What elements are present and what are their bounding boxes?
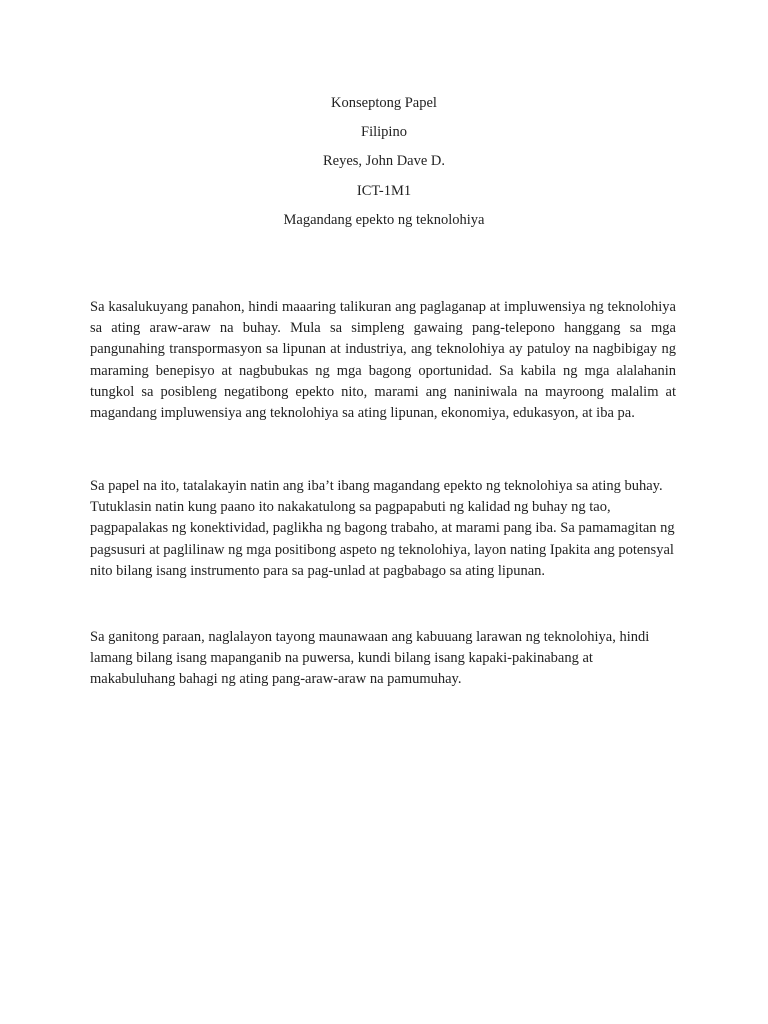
topic-line: Magandang epekto ng teknolohiya <box>283 211 485 228</box>
paragraph-conclusion: Sa ganitong paraan, naglalayon tayong maunawaan ang kabuuang larawan ng teknolohiya, hindi lamang bilang isang mapanganib na puwersa, kundi bilang isang kapaki-pakinabang at makabuluhang bahagi ng ating pang-araw-araw na pamumuhay. <box>90 629 650 688</box>
document-title: Konseptong Papel <box>331 95 437 111</box>
document-header <box>0 93 768 239</box>
paragraph-intro: Sa kasalukuyang panahon, hindi maaaring talikuran ang paglaganap at impluwensiya ng teknolohiya sa ating araw-araw na buhay. Mula sa simpleng gawaing pang-telepono hanggang sa mga pangunahing transpormasyon sa lipunan at industriya, ang teknolohiya ay patuloy na nagbibigay ng maraming benepisyo at nagbubukas ng mga bagong oportunidad. Sa kabila ng mga alalahanin tungkol sa posibleng negatibong epekto nito, marami ang naniniwala na mayroong malalim at magandang impluwensiya ang teknolohiya sa ating lipunan, ekonomiya, edukasyon, at iba pa. <box>90 299 676 422</box>
section-line: ICT-1M1 <box>356 182 412 199</box>
author-line: Reyes, John Dave D. <box>322 153 446 170</box>
subject-line: Filipino <box>361 124 407 141</box>
paragraph-purpose: Sa papel na ito, tatalakayin natin ang iba’t ibang magandang epekto ng teknolohiya sa ating buhay. Tutuklasin natin kung paano ito nakakatulong sa pagpapabuti ng kalidad ng buhay ng tao, pagpapalakas ng konektividad, paglikha ng bagong trabaho, at marami pang iba. Sa pamamagitan ng pagsusuri at paglilinaw ng mga positibong aspeto ng teknolohiya, layon nating Ipakita ang potensyal nito bilang isang instrumento para sa pag-unlad at pagbabago sa ating lipunan. <box>90 478 675 579</box>
